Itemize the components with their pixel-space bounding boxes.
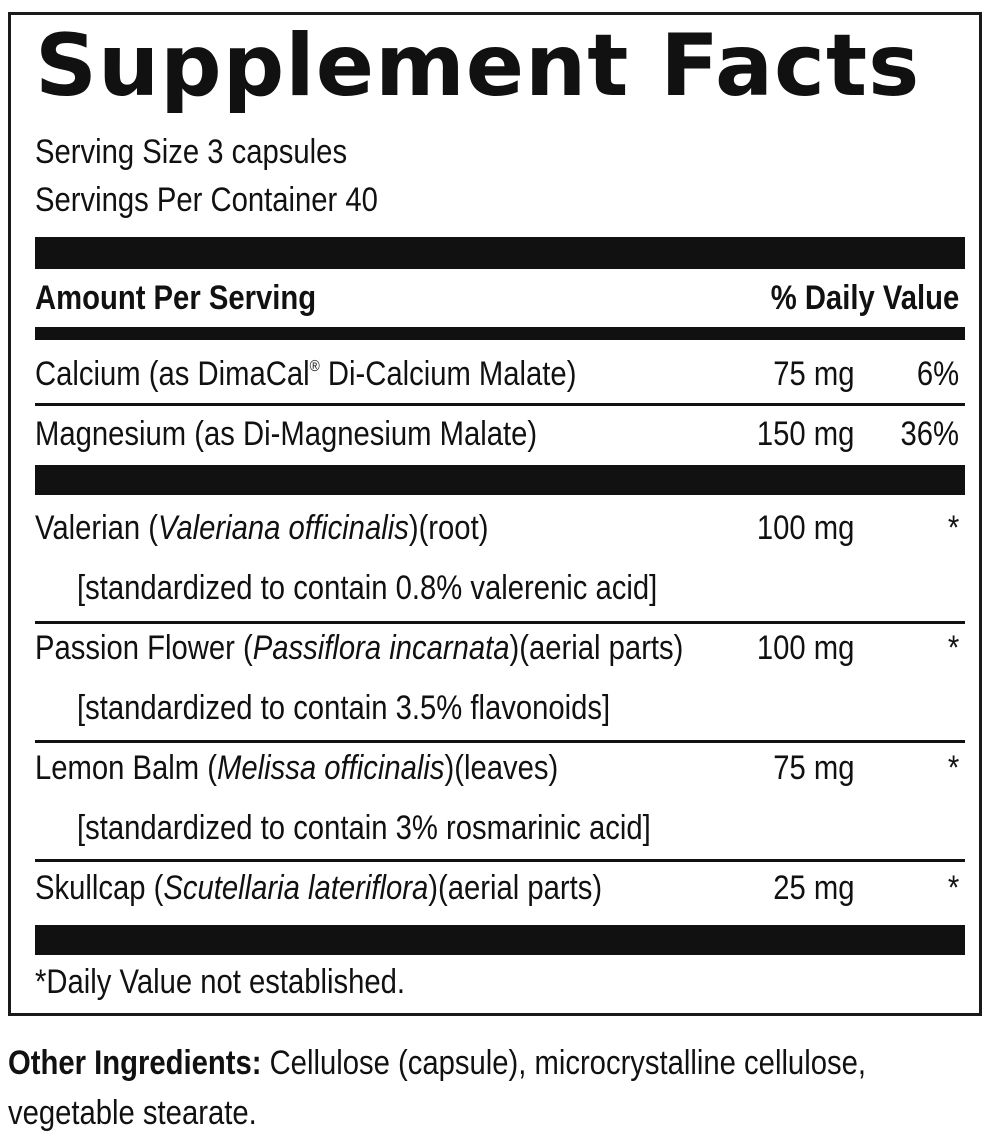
thin-divider [35,621,965,624]
herb-dv: * [947,629,959,667]
herb-name: Lemon Balm (Melissa officinalis)(leaves) [35,749,559,787]
nutrient-amount: 75 mg [772,355,854,393]
herb-dv: * [947,749,959,787]
thick-divider [35,465,965,495]
herb-standardization-note: [standardized to contain 3.5% flavonoids] [77,689,611,727]
other-ingredients [8,1038,866,1138]
herb-standardization-note: [standardized to contain 3% rosmarinic acid] [77,809,651,847]
thick-divider [35,237,965,269]
herb-name: Passion Flower (Passiflora incarnata)(aerial parts) [35,629,684,667]
thin-divider [35,403,965,406]
panel-title: Supplement Facts [35,16,921,116]
daily-value-header: % Daily Value [770,279,959,317]
footnote: *Daily Value not established. [35,963,406,1001]
nutrient-dv: 6% [916,355,959,393]
nutrient-dv: 36% [900,415,959,453]
nutrient-name: Calcium (as DimaCal® Di-Calcium Malate) [35,355,577,393]
other-ingredients-text-cont: vegetable stearate. [8,1094,257,1132]
nutrient-amount: 150 mg [756,415,854,453]
thick-divider [35,925,965,955]
herb-amount: 100 mg [756,629,854,667]
amount-per-serving-header: Amount Per Serving [35,279,317,317]
serving-size: Serving Size 3 capsules [35,133,348,171]
nutrient-name: Magnesium (as Di-Magnesium Malate) [35,415,538,453]
thin-divider [35,740,965,743]
herb-amount: 25 mg [772,869,854,907]
thin-divider [35,859,965,862]
herb-name: Valerian (Valeriana officinalis)(root) [35,509,489,547]
herb-amount: 100 mg [756,509,854,547]
herb-dv: * [947,509,959,547]
herb-dv: * [947,869,959,907]
other-ingredients-text: Cellulose (capsule), microcrystalline cellulose, [261,1044,866,1082]
supplement-facts-panel [8,12,982,1016]
servings-per-container: Servings Per Container 40 [35,181,378,219]
medium-divider [35,327,965,340]
other-ingredients-label: Other Ingredients: [8,1044,262,1082]
herb-amount: 75 mg [772,749,854,787]
herb-name: Skullcap (Scutellaria lateriflora)(aerial parts) [35,869,603,907]
herb-standardization-note: [standardized to contain 0.8% valerenic acid] [77,569,658,607]
